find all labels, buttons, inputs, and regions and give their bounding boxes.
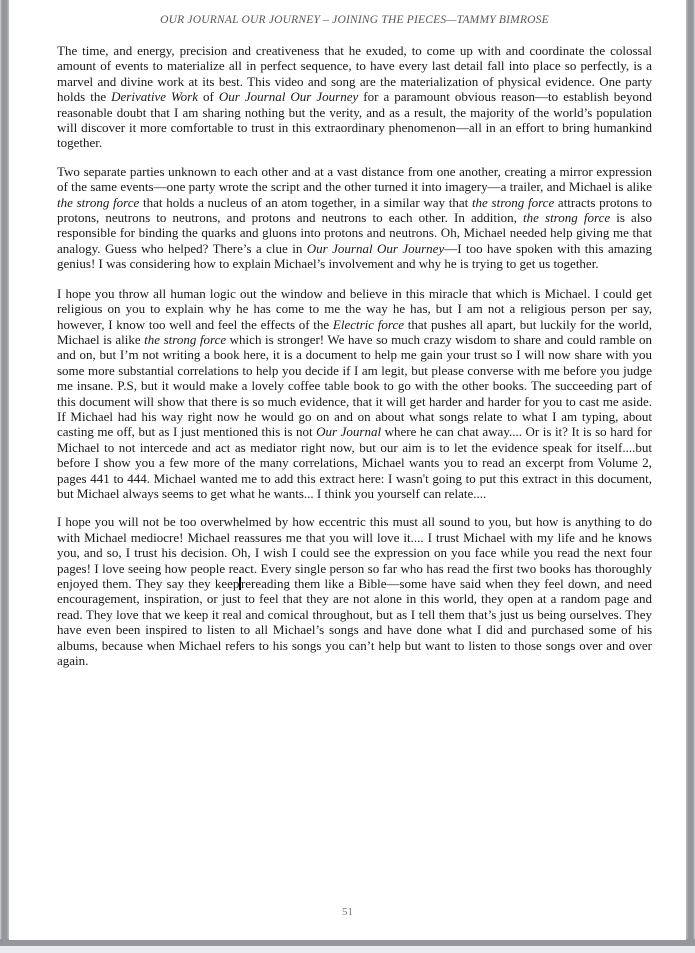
document-body[interactable]	[57, 43, 652, 668]
app-background-left-edge	[0, 0, 9, 946]
text-run: Electric force	[332, 316, 405, 332]
paragraph[interactable]	[57, 286, 652, 502]
document-page[interactable]	[9, 0, 686, 940]
text-run: The time, and energy, precision and creativeness that he exuded, to come up with and coordinate the colossal amount of events to materialize all in perfect sequence, to have every last detail fall into place so perfectly, is a marvel and divine work at its best. This video and song are the materialization of physical evidence. One party holds the	[57, 43, 652, 105]
text-run: Our Journal	[316, 424, 382, 440]
text-run: that holds a nucleus of an atom together, in a similar way that	[139, 194, 472, 210]
text-run: Our Journal Our Journey	[218, 89, 359, 105]
text-run: I hope you will not be too overwhelmed by how eccentric this must all sound to you, but how is anything to do with Michael mediocre! Michael reassures me that you will love it.... I trust Michael with my life and he knows you, and so, I trust his decision. Oh, I wish I could see the expression on you face while you read the next four pages! I love seeing how people react. Every single person so far who has read the first two books has thoroughly enjoyed them. They say they keep	[57, 514, 652, 591]
text-run: which is stronger! We have so much crazy wisdom to share and could ramble on and on, but I’m not writing a book here, it is a document to help me gain your trust so I will now share with you some more substantial correlations to help you decide if I am legit, but please converse with me before you judge me insane. P.S, but it would make a lovely coffee table book to go with the other books. The succeeding part of this document will show that there is so much evidence, that it will get harder and harder for you to cast me aside. If Michael had his way right now he would go on and on about what songs relate to what I am typing, about casting me off, but as I just mentioned this is not	[57, 331, 653, 440]
text-run: the strong force	[523, 210, 611, 226]
text-run: that pushes all apart, but luckily for the world, Michael is alike	[57, 316, 652, 347]
text-run: where he can chat away.... Or is it? It is so hard for Michael to not intercede and act as mediator right now, but our aim is to let the evidence speak for itself....but before I show you a few more of the many correlations, Michael wants you to read an excerpt from Volume 2, pages 441 to 444. Michael wanted me to add this extract here: I wasn't going to put this extract in this document, but Michael always seems to get what he wants... I think you yourself can relate....	[57, 424, 652, 501]
text-run: the strong force	[471, 194, 555, 210]
app-background-bottom-edge	[0, 939, 695, 946]
paragraph[interactable]	[57, 43, 652, 151]
text-run: the strong force	[57, 194, 140, 210]
text-run: the strong force	[144, 331, 227, 347]
text-run: Our Journal Our Journey	[306, 240, 445, 256]
page-header-title: OUR JOURNAL OUR JOURNEY – JOINING THE PIECES—TAMMY BIMROSE	[160, 14, 549, 26]
page-footer	[9, 906, 686, 918]
paragraph[interactable]	[57, 164, 652, 272]
text-run: of	[198, 89, 219, 105]
text-run: I hope you throw all human logic out the window and believe in this miracle that which is Michael. I could get religious on you to explain why he has come to me the way he has, but I am not a religious person per say, however, I know too well and feel the effects of the	[57, 285, 652, 332]
app-background-right-edge	[686, 0, 695, 946]
text-run: —I too have spoken with this amazing genius! I was considering how to explain Michael’s involvement and why he is trying to get us together.	[57, 240, 652, 272]
text-run: attracts protons to protons, neutrons to neutrons, and protons and neutrons to each other. In addition,	[57, 194, 652, 226]
text-run: is also responsible for binding the quarks and gluons into protons and neutrons. Oh, Michael needed help giving me that analogy. Guess who helped? There’s a clue in	[57, 210, 652, 256]
text-run: rereading them like a Bible—some have said when they feel down, and need encouragement, inspiration, or just to feel that they are not alone in this world, they open at a random page and read. They love that we keep it real and comical throughout, but as I tell them that’s just us being ourselves. They have even been inspired to listen to all Michael’s songs and have done what I did and purchased some of his albums, because when Michael refers to his songs you can’t help but want to listen to those songs over and over again.	[57, 576, 652, 669]
paragraph[interactable]	[57, 514, 652, 668]
text-run: for a paramount obvious reason—to establish beyond reasonable doubt that I am sharing nothing but the verity, and as a result, the majority of the world’s population will discover it more comfortable to trust in this extraordinary phenomenon—all in an effort to bring humankind together.	[57, 89, 653, 151]
page-number: 51	[342, 906, 353, 918]
text-run: Derivative Work	[111, 89, 199, 105]
text-run: Two separate parties unknown to each other and at a vast distance from one another, creating a mirror expression of the same events—one party wrote the script and the other turned it into imagery—a trailer, and Michael is alike	[57, 163, 652, 195]
